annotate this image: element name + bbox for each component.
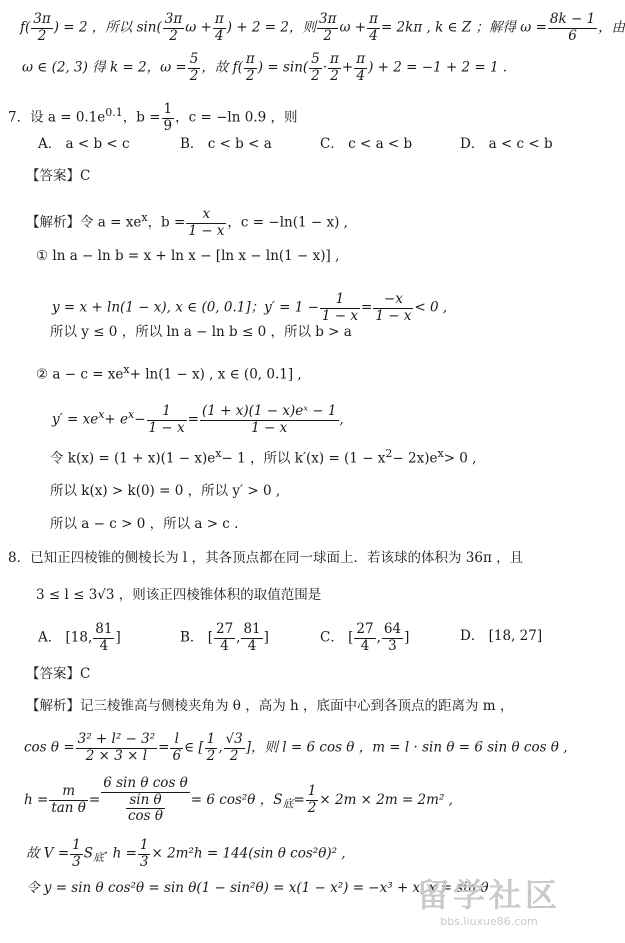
q7-option-d: D． a < c < b (460, 136, 553, 152)
q8-option-c: C． [ $\frac{27}{4}$ , $\frac{64}{3}$ ] (320, 621, 410, 654)
q7-option-b: B． c < b < a (180, 136, 272, 152)
q8-option-b: B． [ $\frac{27}{4}$ , $\frac{81}{4}$ ] (180, 621, 269, 654)
q7-step-1: ① ln a − ln b = x + ln x − [ln x − ln(1 − x)] , (36, 248, 340, 264)
question-8-stem-line-2: 3 ≤ l ≤ 3√3 ，则该正四棱锥体积的取值范围是 (36, 587, 322, 603)
q8-solution-volume: 故 V = $\frac{1}{3}$ $S_底\cdot h$ = $\frac{1}{3}$ × 2m²h = 144(sin θ cos²θ)² , (26, 837, 346, 870)
question-8-stem-line-1: 8．已知正四棱锥的侧棱长为 l ，其各顶点都在同一球面上．若该球的体积为 36π ，且 (8, 550, 524, 566)
q8-solution-height: h = $\frac{m}{\text{tan θ}}$ = $\frac{\text{6 sin θ cos θ}}{\frac{\text{sin θ}}{\text{cos θ}}}$ = 6 cos²θ ，$S_底=$ $\frac{1}{2}$ × 2m × 2m = 2m² , (24, 775, 453, 825)
question-7-stem: 7．设 $a = 0.1e^{0.1}$，b = $\frac{1}{9}$ ，c = −ln 0.9 ，则 (8, 101, 298, 134)
q7-step-1-derivative: y = x + ln(1 − x), x ∈ (0, 0.1]；y′ = 1 − $\frac{1}{1 - x}$ = $\frac{-x}{1 - x}$ < 0 , (52, 291, 448, 324)
site-watermark (409, 875, 569, 937)
q7-step-2-conclusion-1: 所以 k(x) > k(0) = 0 ，所以 y′ > 0 , (50, 483, 281, 499)
q8-solution-substitution: 令 y = sin θ cos²θ = sin θ(1 − sin²θ) = x(1 − x²) = −x³ + x, x = sin θ (26, 880, 489, 896)
watermark-url: bbs.liuxue86.com (440, 915, 538, 928)
solution-line-fx-value: f( $\frac{3\pi}{2}$ ) = 2 ，所以 sin( $\frac{3\pi}{2}$ ω + $\frac{\pi}{4}$ ) + 2 = 2，则 $\frac{3\pi}{2}$ ω + $\frac{\pi}{4}$ = 2kπ , k ∈ Z ；解得 ω = $\frac{8k - 1}{6}$ ，由 (20, 11, 625, 44)
solution-line-omega: ω ∈ (2, 3) 得 k = 2，ω = $\frac{5}{2}$ ，故 f( $\frac{\pi}{2}$ ) = sin( $\frac{5}{2}$ · $\frac{\pi}{2}$ + $\frac{\pi}{4}$ ) + 2 = −1 + 2 = 1 . (22, 51, 508, 84)
q8-option-d: D． [18, 27] (460, 628, 543, 644)
q8-answer: 【答案】C (26, 666, 91, 682)
q7-answer: 【答案】C (26, 168, 91, 184)
q7-option-a: A． a < b < c (38, 136, 130, 152)
q8-solution-cosine: cos θ = $\frac{\text{3² + l² − 3²}}{2 \times 3 \times l}$ = $\frac{l}{6}$ ∈ [ $\frac{1}{2}$ , $\frac{√3}{2}$ ]，则 l = 6 cos θ ，m = l · sin θ = 6 sin θ cos θ , (24, 731, 568, 764)
q7-step-2-k-function: 令 $k(x) = (1 + x)(1 - x)e^x- 1$ ，所以 $k'(x) = (1 - x^2- 2x)e^x> 0$ , (50, 447, 477, 467)
q7-step-1-conclusion: 所以 y ≤ 0 ，所以 ln a − ln b ≤ 0 ，所以 b > a (50, 324, 352, 340)
q8-solution-intro: 【解析】记三棱锥高与侧棱夹角为 θ ，高为 h ，底面中心到各顶点的距离为 m ， (26, 698, 514, 714)
watermark-title: 留学社区 (416, 876, 561, 914)
q7-solution-intro: 【解析】令 $a = xe^x$，b = $\frac{x}{1 - x}$ ，c = −ln(1 − x) , (26, 206, 348, 239)
q7-step-2-conclusion-2: 所以 a − c > 0 ，所以 a > c . (50, 516, 239, 532)
q7-option-c: C． c < a < b (320, 136, 413, 152)
q8-option-a: A． [18, $\frac{81}{4}$ ] (38, 621, 121, 654)
q7-step-2-derivative: $y' = xe^x+ e^x-$ $\frac{1}{1 - x}$ = $\frac{\text{(1 + x)(1 − x)eˣ − 1}}{1 - x}$ , (52, 403, 344, 436)
q7-step-2: ② $a - c = xe^x+ \ln(1 - x)$ , x ∈ (0, 0.1] , (36, 363, 302, 383)
